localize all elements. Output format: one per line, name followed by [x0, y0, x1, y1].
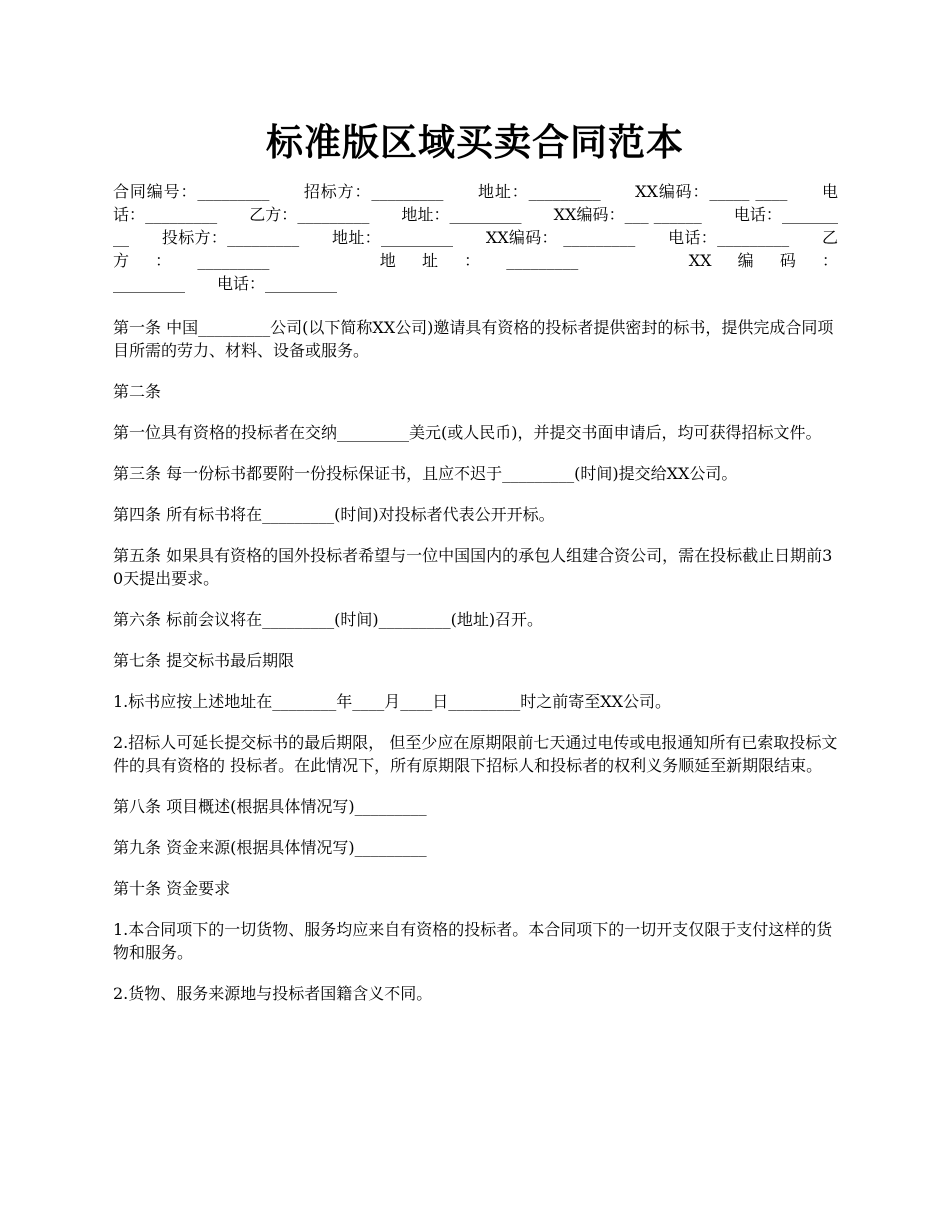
article-2-heading: 第二条: [113, 382, 162, 401]
article-7-heading: 第七条 提交标书最后期限: [113, 651, 295, 670]
article-9: 第九条 资金来源(根据具体情况写)_________: [113, 838, 427, 857]
header-line: ______ 电话：_________ 投标方：_________ 地址：_________ XX编码：: [113, 205, 838, 247]
article-6: 第六条 标前会议将在_________(时间)_________(地址)召开。: [113, 610, 544, 629]
article-10-heading: 第十条 资金要求: [113, 879, 231, 898]
article-1: 第一条 中国_________公司(以下简称XX公司)邀请具有资格的投标者提供密封的标书，提供完成合同项目所需的劳力、材料、设备或服务。: [113, 318, 834, 360]
article-8: 第八条 项目概述(根据具体情况写)_________: [113, 797, 427, 816]
article-2-body: 第一位具有资格的投标者在交纳_________美元(或人民币)，并提交书面申请后，均可获得招标文件。: [113, 423, 822, 442]
document-body: [113, 180, 838, 1023]
header-line: _________ 电话：_________: [113, 274, 338, 293]
article-4: 第四条 所有标书将在_________(时间)对投标者代表公开开标。: [113, 505, 555, 524]
contract-header-fields: [113, 180, 838, 295]
article-7-clause-1: 1.标书应按上述地址在________年____月____日_________时之前寄至XX公司。: [113, 692, 672, 711]
document-title: 标准版区域买卖合同范本: [266, 120, 684, 164]
article-10-clause-2: 2.货物、服务来源地与投标者国籍含义不同。: [113, 984, 433, 1003]
header-line: ____ 电话：_________ 乙方：_________ 地址：_________ XX编码：___: [113, 182, 838, 224]
article-7-clause-2: 2.招标人可延长提交标书的最后期限， 但至少应在原期限前七天通过电传或电报通知所有已索取投标文件的具有资格的 投标者。在此情况下，所有原期限下招标人和投标者的权利义务顺延至新期限结束。: [113, 733, 838, 775]
article-10-clause-1: 1.本合同项下的一切货物、服务均应来自有资格的投标者。本合同项下的一切开支仅限于支付这样的货物和服务。: [113, 920, 833, 962]
header-line: 合同编号：_________ 招标方：_________ 地址：_________ XX编码：_____: [113, 182, 750, 201]
article-3: 第三条 每一份标书都要附一份投标保证书，且应不迟于_________(时间)提交给XX公司。: [113, 464, 738, 483]
article-5: 第五条 如果具有资格的国外投标者希望与一位中国国内的承包人组建合资公司，需在投标截止日期前30天提出要求。: [113, 546, 833, 588]
header-line: _________ 电话：_________ 乙方：_________ 地址：_________ XX编码：: [113, 228, 838, 270]
